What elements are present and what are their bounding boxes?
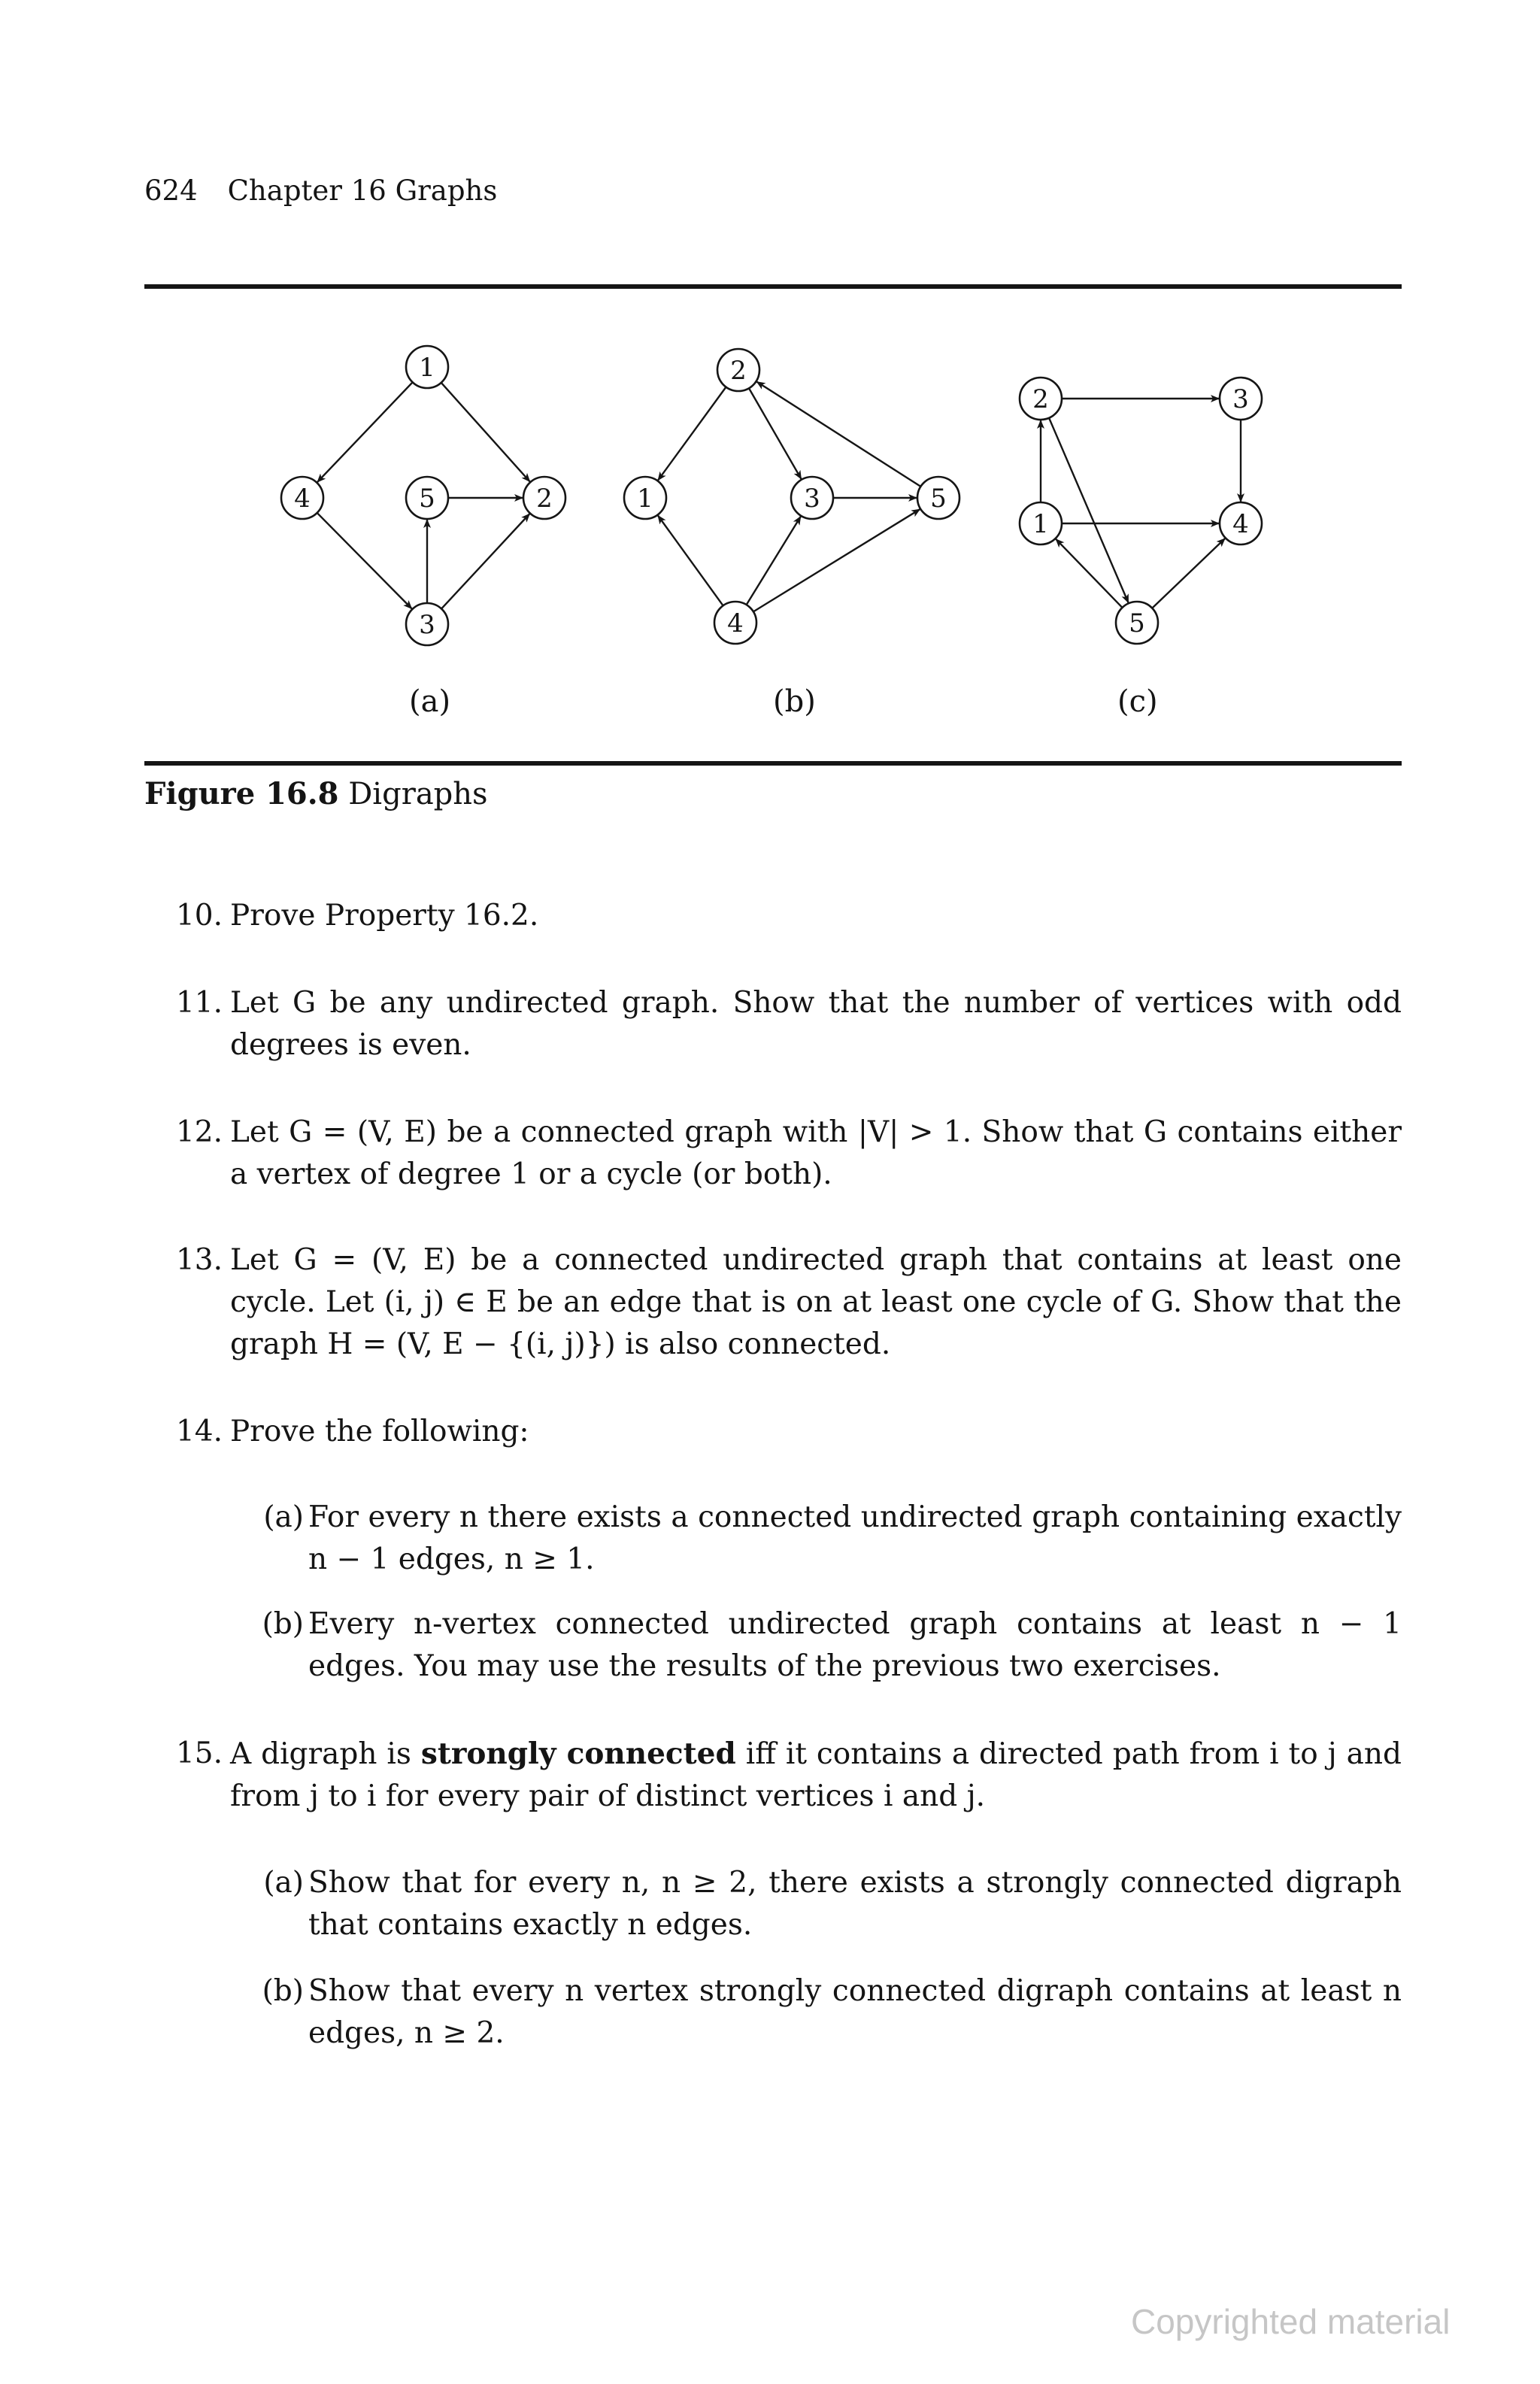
exercise-text: Let G = (V, E) be a connected undirected graph that contains at least one cycle. Let (i, j) ∈ E be an edge that is on at least one cycle of G. Show that the graph H = (V, E − {(i, j)}) is also connected. xyxy=(230,1243,1402,1361)
exercise-text-start: A digraph is xyxy=(230,1737,411,1771)
edge-a-1-to-4 xyxy=(317,382,413,482)
figure-caption-label: Figure 16.8 xyxy=(144,776,339,811)
figure-caption-text: Digraphs xyxy=(348,777,488,811)
part-text: Show that every n vertex strongly connected digraph contains at least n edges, n ≥ 2. xyxy=(308,1974,1402,2050)
page-number: 624 xyxy=(144,174,198,207)
graph-b xyxy=(624,349,959,644)
part-label: (a) xyxy=(263,1866,304,1900)
exercise-number: 10. xyxy=(175,899,223,933)
exercise-12 xyxy=(175,1112,1402,1196)
vertex-label-b-4: 4 xyxy=(727,608,744,638)
edge-a-4-to-3 xyxy=(317,513,412,608)
exercise-15-part-b xyxy=(262,1970,1402,2055)
exercise-text: Prove Property 16.2. xyxy=(230,899,539,933)
exercise-14 xyxy=(175,1411,1402,1453)
graph-c xyxy=(1020,378,1262,644)
exercise-number: 13. xyxy=(175,1243,223,1277)
edge-b-4-to-5 xyxy=(753,509,920,611)
part-label: (b) xyxy=(262,1607,304,1641)
vertex-label-b-3: 3 xyxy=(804,484,820,514)
running-head xyxy=(144,174,497,207)
edge-b-2-to-1 xyxy=(658,387,726,481)
chapter-title: Chapter 16 Graphs xyxy=(227,174,498,207)
vertex-label-a-3: 3 xyxy=(419,610,435,640)
exercise-number: 14. xyxy=(175,1415,223,1448)
edge-b-4-to-1 xyxy=(658,516,723,606)
vertex-label-a-2: 2 xyxy=(536,484,553,514)
edge-a-3-to-2 xyxy=(441,514,529,608)
vertex-label-c-3: 3 xyxy=(1232,384,1249,414)
part-text: Show that for every n, n ≥ 2, there exists a strongly connected digraph that contains exactly n edges. xyxy=(308,1866,1402,1942)
vertex-label-c-1: 1 xyxy=(1032,509,1049,539)
vertex-label-c-4: 4 xyxy=(1232,509,1249,539)
vertex-label-b-1: 1 xyxy=(637,484,653,514)
exercise-text-end: iff it contains a directed path from i to j and from j to i for every pair of distinct vertices i and j. xyxy=(230,1737,1402,1813)
vertex-label-a-5: 5 xyxy=(419,484,435,514)
edge-c-5-to-1 xyxy=(1056,539,1122,608)
part-label: (b) xyxy=(262,1974,304,2008)
vertex-label-c-2: 2 xyxy=(1032,384,1049,414)
edge-b-2-to-3 xyxy=(749,388,802,479)
edge-c-5-to-4 xyxy=(1152,538,1225,608)
subfigure-label-a: (a) xyxy=(409,684,451,719)
exercise-text: Let G be any undirected graph. Show that the number of vertices with odd degrees is even. xyxy=(230,986,1402,1062)
subfigure-label-b: (b) xyxy=(773,684,816,719)
exercise-number: 11. xyxy=(175,986,223,1020)
exercise-11 xyxy=(175,982,1402,1066)
exercise-14-part-b xyxy=(262,1603,1402,1688)
edge-a-1-to-2 xyxy=(441,383,530,482)
exercise-13 xyxy=(175,1239,1402,1366)
part-text: For every n there exists a connected undirected graph containing exactly n − 1 edges, n ≥ 1. xyxy=(308,1500,1402,1576)
figure-bottom-rule xyxy=(144,761,1402,766)
part-text: Every n-vertex connected undirected graph contains at least n − 1 edges. You may use the results of the previous two exercises. xyxy=(308,1607,1402,1683)
edge-b-5-to-2 xyxy=(756,382,920,487)
vertex-label-a-4: 4 xyxy=(294,484,311,514)
exercise-number: 12. xyxy=(175,1115,223,1149)
vertex-label-a-1: 1 xyxy=(419,353,435,383)
exercise-text: Prove the following: xyxy=(230,1415,529,1448)
edge-b-4-to-3 xyxy=(747,517,801,605)
exercise-10 xyxy=(175,895,1402,937)
vertex-label-c-5: 5 xyxy=(1129,608,1145,638)
exercise-15-part-a xyxy=(263,1862,1402,1946)
subfigure-label-c: (c) xyxy=(1117,684,1158,719)
figure-top-rule xyxy=(144,284,1402,289)
exercise-text: Let G = (V, E) be a connected graph with |V| > 1. Show that G contains either a vertex of degree 1 or a cycle (or both). xyxy=(230,1115,1402,1191)
exercise-text xyxy=(230,1733,1402,1818)
figure-caption xyxy=(144,776,488,811)
copyright-watermark: Copyrighted material xyxy=(1131,2302,1451,2341)
exercise-15 xyxy=(175,1733,1402,1818)
graph-a xyxy=(281,346,565,645)
exercise-14-part-a xyxy=(263,1497,1402,1581)
edge-c-2-to-5 xyxy=(1049,418,1129,603)
part-label: (a) xyxy=(263,1500,304,1534)
vertex-label-b-5: 5 xyxy=(930,484,947,514)
strongly-connected-term: strongly connected xyxy=(420,1736,736,1771)
vertex-label-b-2: 2 xyxy=(730,356,747,386)
exercise-number: 15. xyxy=(175,1736,223,1770)
